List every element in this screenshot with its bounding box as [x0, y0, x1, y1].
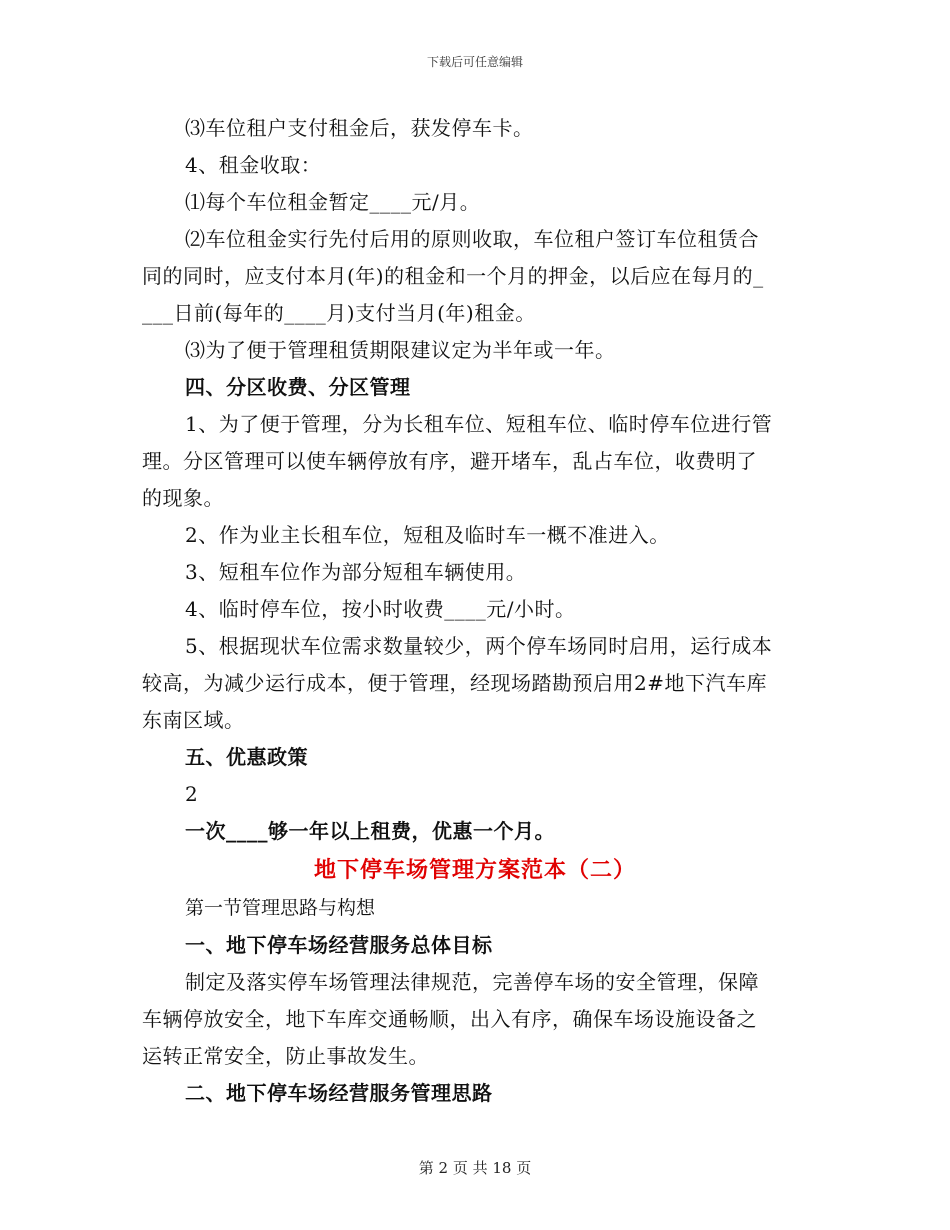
section-heading: 四、分区收费、分区管理 — [185, 375, 411, 399]
paragraph-line: 车辆停放安全，地下车库交通畅顺，出入有序，确保车场设施设备之 — [142, 1007, 757, 1031]
paragraph-line: 5、根据现状车位需求数量较少，两个停车场同时启用，运行成本 — [185, 634, 773, 658]
paragraph-line: 3、短租车位作为部分短租车辆使用。 — [185, 560, 527, 584]
paragraph-line: ___日前(每年的____月)支付当月(年)租金。 — [142, 301, 536, 325]
paragraph-line: 一次____够一年以上租费，优惠一个月。 — [185, 819, 555, 843]
paragraph-line: 1、为了便于管理，分为长租车位、短租车位、临时停车位进行管 — [185, 412, 773, 436]
paragraph-line: ⑵车位租金实行先付后用的原则收取，车位租户签订车位租赁合 — [185, 227, 759, 251]
header-note: 下载后可任意编辑 — [426, 55, 523, 69]
paragraph-line: ⑴每个车位租金暂定____元/月。 — [185, 190, 481, 214]
paragraph-line: 2 — [185, 782, 199, 806]
paragraph-line: 2、作为业主长租车位，短租及临时车一概不准进入。 — [185, 523, 670, 547]
paragraph-line: 的现象。 — [142, 486, 224, 510]
section-subtitle: 第一节管理思路与构想 — [185, 897, 376, 919]
paragraph-line: 理。分区管理可以使车辆停放有序，避开堵车，乱占车位，收费明了 — [142, 449, 757, 473]
document-title: 地下停车场管理方案范本（二） — [313, 857, 636, 883]
paragraph-line: 同的同时，应支付本月(年)的租金和一个月的押金，以后应在每月的_ — [142, 264, 764, 288]
page-number: 第 2 页 共 18 页 — [418, 1159, 532, 1177]
paragraph-line: ⑶为了便于管理租赁期限建议定为半年或一年。 — [185, 338, 616, 362]
paragraph-line: 运转正常安全，防止事故发生。 — [142, 1044, 429, 1068]
section-heading: 五、优惠政策 — [185, 745, 308, 769]
paragraph-line: ⑶车位租户支付租金后，获发停车卡。 — [185, 116, 534, 140]
paragraph-line: 制定及落实停车场管理法律规范，完善停车场的安全管理，保障 — [185, 970, 759, 994]
paragraph-line: 4、临时停车位，按小时收费____元/小时。 — [185, 597, 576, 621]
section-heading: 二、地下停车场经营服务管理思路 — [185, 1081, 493, 1105]
document-body — [142, 110, 808, 1112]
section-heading: 一、地下停车场经营服务总体目标 — [185, 933, 493, 957]
paragraph-line: 较高，为减少运行成本，便于管理，经现场踏勘预启用2#地下汽车库 — [142, 671, 767, 695]
paragraph-line: 东南区域。 — [142, 708, 245, 732]
paragraph-line: 4、租金收取： — [185, 153, 322, 177]
